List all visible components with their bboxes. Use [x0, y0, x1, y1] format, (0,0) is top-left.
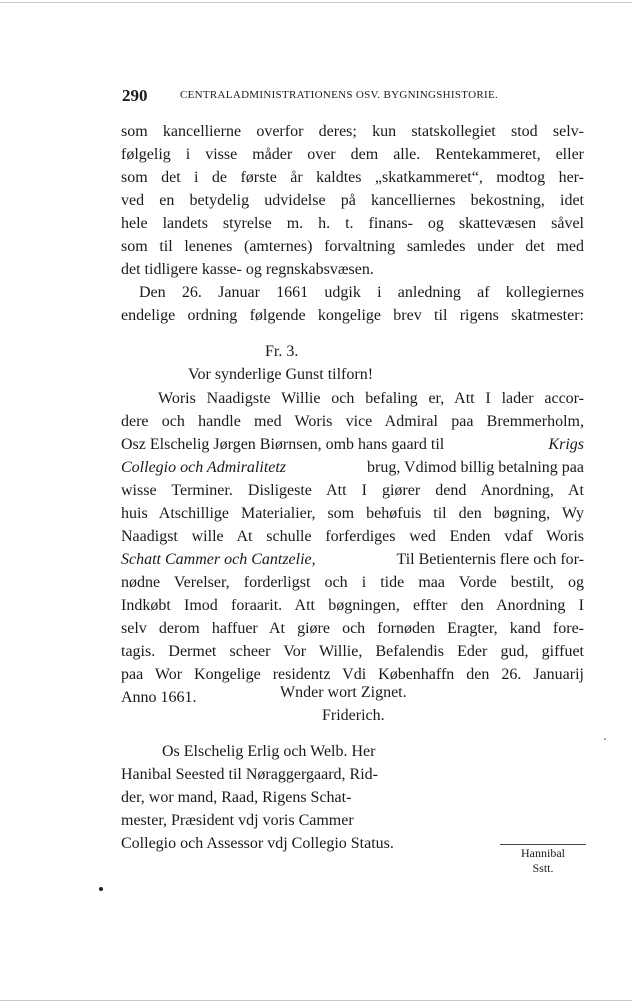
- text-line: ved en betydelig udvidelse på kancelliernes bekostning, idet: [121, 192, 584, 209]
- text-line: hele landets styrelse m. h. t. finans- og skattevæsen såvel: [121, 215, 584, 232]
- address-line: Os Elschelig Erlig och Welb. Her: [162, 743, 376, 760]
- text-line: det tidligere kasse- og regnskabsvæsen.: [121, 261, 374, 278]
- running-head: CENTRALADMINISTRATIONENS OSV. BYGNINGSHISTORIE.: [180, 89, 499, 101]
- signature-name: Hannibal: [521, 846, 565, 860]
- letter-italic-text: Schatt Cammer och Cantzelie,: [121, 551, 316, 568]
- address-line: Collegio och Assessor vdj Collegio Status.: [121, 835, 394, 852]
- text-line: som det i de første år kaldtes „skatkammeret“, modtog her-: [121, 169, 584, 186]
- page-number: 290: [122, 86, 148, 105]
- scan-top-edge: [0, 2, 632, 3]
- letter-line: tagis. Dermet scheer Vor Willie, Befalendis Eder gud, giffuet: [121, 643, 584, 660]
- letter-salutation: Vor synderlige Gunst tilforn!: [188, 366, 374, 383]
- scan-bottom-edge: [0, 1000, 632, 1001]
- text-line: som kancellierne overfor deres; kun statskollegiet stod selv-: [121, 123, 584, 140]
- signature-block: [500, 844, 586, 876]
- letter-text: brug, Vdimod billig betalning paa: [366, 459, 584, 476]
- address-line: der, wor mand, Raad, Rigens Schat-: [121, 789, 352, 806]
- letter-signer: Friderich.: [322, 707, 385, 724]
- letter-line: wisse Terminer. Disligeste Att I giører dend Anordning, At: [121, 482, 584, 499]
- letter-line: [121, 550, 584, 571]
- page-header: [122, 86, 542, 106]
- letter-line: [121, 458, 584, 479]
- letter-heading: Fr. 3.: [265, 343, 299, 360]
- text-line: som til lenenes (amternes) forvaltning samledes under det med: [121, 238, 584, 255]
- letter-italic-text: Collegio och Admiralitetz: [121, 459, 287, 476]
- ink-speck: [99, 887, 103, 891]
- letter-line: huis Atschillige Materialier, som behøfuis til den bøgning, Wy: [121, 505, 584, 522]
- letter-text: Osz Elschelig Jørgen Biørnsen, omb hans gaard til: [121, 436, 445, 453]
- address-line: Hanibal Seested til Nøraggergaard, Rid-: [121, 766, 378, 783]
- letter-line: dere och handle med Woris vice Admiral paa Bremmerholm,: [121, 413, 584, 430]
- letter-line: [121, 435, 584, 456]
- letter-line: nødne Verelser, forderligst och i tide maa Vorde bestilt, og: [121, 574, 584, 591]
- text-line: følgelig i visse måder over dem alle. Rentekammeret, eller: [121, 146, 584, 163]
- letter-line: Woris Naadigste Willie och befaling er, Att I lader accor-: [158, 390, 584, 407]
- letter-closing: Wnder wort Zignet.: [280, 684, 407, 701]
- address-line: mester, Præsident vdj voris Cammer: [121, 812, 354, 829]
- letter-text: Til Betienternis flere och for-: [396, 551, 584, 568]
- letter-line: paa Wor Kongelige residentz Vdi Københaffn den 26. Januarij: [121, 666, 584, 683]
- signature-abbrev: Sstt.: [532, 861, 554, 875]
- text-line: Den 26. Januar 1661 udgik i anledning af kollegiernes: [139, 284, 584, 301]
- letter-italic-text: Krigs: [548, 436, 584, 453]
- ink-speck: [604, 738, 606, 740]
- text-line: endelige ordning følgende kongelige brev til rigens skatmester:: [121, 307, 584, 324]
- letter-line: Indkøbt Imod foraarit. Att bøgningen, effter den Anordning I: [121, 597, 584, 614]
- letter-line: selv derom haffuer At giøre och fornøden Eragter, kand fore-: [121, 620, 584, 637]
- letter-line: Naadigst wille At schulle forferdiges wed Enden vdaf Woris: [121, 528, 584, 545]
- letter-line: Anno 1661.: [121, 689, 197, 706]
